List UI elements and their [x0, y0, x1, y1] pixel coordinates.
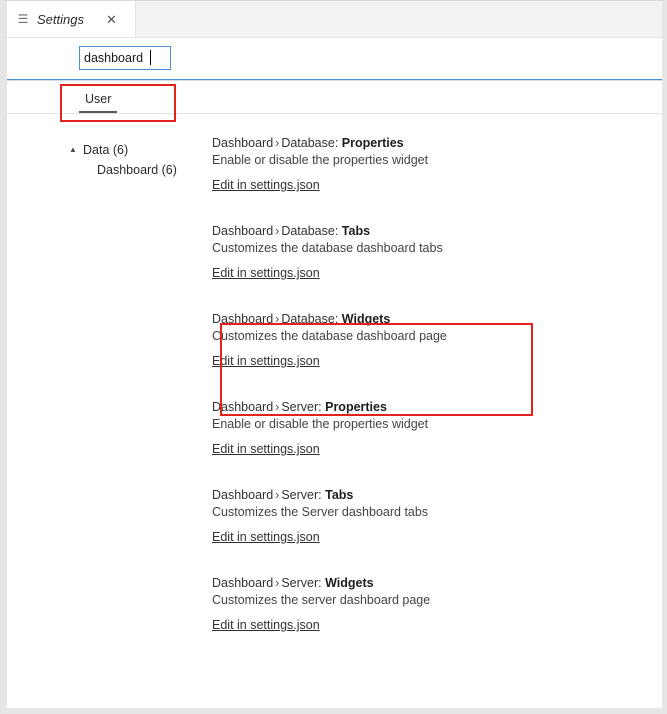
edit-in-settings-json-link[interactable]: Edit in settings.json — [212, 618, 320, 632]
path-separator: › — [275, 400, 280, 414]
setting-title — [212, 312, 642, 326]
scope-tab-bar — [7, 81, 662, 114]
setting-item[interactable] — [212, 400, 642, 456]
close-icon[interactable]: ✕ — [105, 11, 117, 27]
tree-node-dashboard[interactable]: Dashboard (6) — [97, 163, 177, 177]
settings-lines-icon: ☰ — [17, 12, 29, 26]
search-underline — [7, 79, 662, 80]
path-separator: › — [275, 488, 280, 502]
edit-in-settings-json-link[interactable]: Edit in settings.json — [212, 442, 320, 456]
setting-name: Properties — [341, 136, 404, 150]
tab-bar — [7, 1, 662, 38]
settings-results-list[interactable] — [212, 114, 662, 710]
setting-path: Dashboard — [212, 400, 274, 414]
tree-node-data[interactable] — [69, 139, 212, 160]
setting-description: Enable or disable the properties widget — [212, 417, 429, 431]
setting-path: Dashboard — [212, 488, 274, 502]
setting-path: Dashboard — [212, 576, 274, 590]
setting-name: Properties — [325, 400, 387, 414]
setting-description: Enable or disable the properties widget — [212, 153, 429, 167]
triangle-down-icon[interactable]: ▲ — [69, 144, 77, 154]
setting-item[interactable] — [212, 224, 642, 280]
setting-category: Database: — [281, 136, 339, 150]
edit-in-settings-json-link[interactable]: Edit in settings.json — [212, 266, 320, 280]
text-caret — [150, 50, 151, 65]
setting-category: Database: — [281, 224, 339, 238]
setting-category: Server: — [281, 488, 322, 502]
setting-item[interactable] — [212, 136, 642, 192]
tab-user[interactable]: User — [79, 92, 117, 113]
setting-name: Tabs — [325, 488, 354, 502]
setting-path: Dashboard — [212, 136, 274, 150]
setting-title — [212, 488, 642, 502]
setting-name: Widgets — [325, 576, 374, 590]
setting-item[interactable] — [212, 576, 642, 632]
setting-path: Dashboard — [212, 224, 274, 238]
setting-title — [212, 136, 642, 150]
setting-name: Widgets — [341, 312, 391, 326]
edit-in-settings-json-link[interactable]: Edit in settings.json — [212, 354, 320, 368]
setting-description: Customizes the database dashboard page — [212, 329, 447, 343]
tab-settings-label: Settings — [37, 11, 84, 27]
setting-category: Server: — [281, 400, 322, 414]
path-separator: › — [275, 576, 280, 590]
search-input[interactable] — [80, 47, 170, 69]
setting-title — [212, 576, 642, 590]
setting-item[interactable] — [212, 312, 642, 368]
setting-title — [212, 400, 642, 414]
edit-in-settings-json-link[interactable]: Edit in settings.json — [212, 530, 320, 544]
setting-item[interactable] — [212, 488, 642, 544]
settings-tree — [7, 114, 212, 710]
tab-settings[interactable] — [7, 1, 136, 37]
setting-path: Dashboard — [212, 312, 274, 326]
setting-description: Customizes the database dashboard tabs — [212, 241, 443, 255]
search-area — [7, 38, 662, 81]
setting-category: Database: — [281, 312, 339, 326]
settings-content — [7, 114, 662, 710]
search-box[interactable] — [79, 46, 171, 70]
setting-name: Tabs — [341, 224, 371, 238]
path-separator: › — [275, 312, 280, 326]
tree-node-data-label: Data (6) — [83, 142, 129, 157]
setting-description: Customizes the server dashboard page — [212, 593, 431, 607]
setting-title — [212, 224, 642, 238]
path-separator: › — [275, 224, 280, 238]
setting-category: Server: — [281, 576, 322, 590]
setting-description: Customizes the Server dashboard tabs — [212, 505, 429, 519]
path-separator: › — [275, 136, 280, 150]
edit-in-settings-json-link[interactable]: Edit in settings.json — [212, 178, 320, 192]
